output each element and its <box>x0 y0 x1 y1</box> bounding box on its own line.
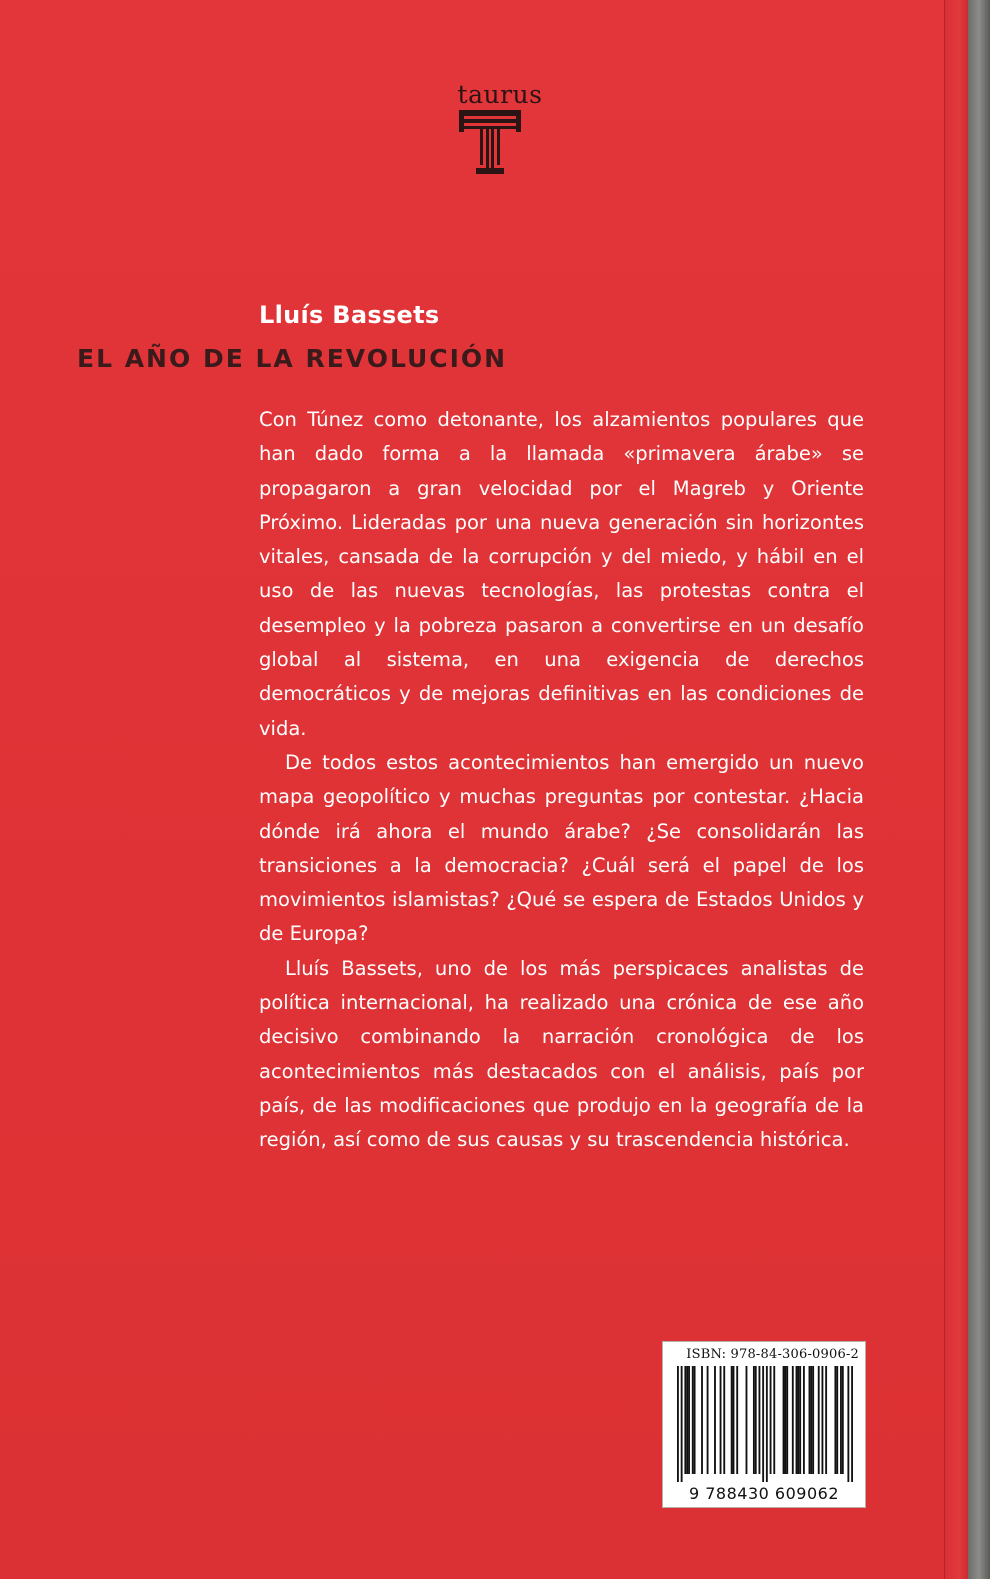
book-title: EL AÑO DE LA REVOLUCIÓN <box>77 344 508 373</box>
barcode-bar <box>786 1366 788 1474</box>
isbn-label: ISBN: 978-84-306-0906-2 <box>686 1347 859 1362</box>
barcode-bar <box>797 1366 799 1474</box>
barcode-bar <box>773 1366 775 1474</box>
barcode-bar <box>686 1366 688 1474</box>
barcode-bar <box>688 1366 690 1474</box>
barcode-bar <box>707 1366 709 1474</box>
publisher-name: taurus <box>457 80 543 109</box>
barcode-bar <box>753 1366 755 1474</box>
ean13-barcode-icon <box>677 1366 853 1482</box>
barcode-bar <box>759 1366 761 1474</box>
barcode-bar <box>842 1366 844 1474</box>
barcode-bar <box>847 1366 849 1482</box>
barcode-bar <box>840 1366 842 1474</box>
barcode-bar <box>796 1366 798 1474</box>
barcode-bar <box>834 1366 836 1474</box>
author-name: Lluís Bassets <box>259 301 440 329</box>
barcode-bar <box>803 1366 805 1474</box>
cover-fold-edge <box>944 0 969 1579</box>
barcode-bar <box>784 1366 786 1474</box>
barcode-bar <box>720 1366 722 1474</box>
barcode-bar <box>684 1366 686 1474</box>
barcode-bar <box>714 1366 716 1474</box>
barcode-bar <box>692 1366 694 1474</box>
barcode-bar <box>733 1366 735 1474</box>
barcode-bar <box>755 1366 757 1474</box>
barcode-bar <box>681 1366 683 1482</box>
barcode-bar <box>723 1366 725 1474</box>
barcode-bar <box>770 1366 772 1474</box>
barcode-digits: 9 788430 609062 <box>688 1484 839 1503</box>
barcode-bar <box>792 1366 794 1474</box>
barcode-bar <box>818 1366 820 1474</box>
barcode-bar <box>836 1366 838 1474</box>
barcode-bar <box>851 1366 853 1482</box>
barcode-bar <box>736 1366 738 1474</box>
synopsis <box>259 403 864 1158</box>
barcode-bar <box>810 1366 812 1474</box>
barcode-bar <box>677 1366 679 1482</box>
synopsis-paragraph: De todos estos acontecimientos han emergido un nuevo mapa geopolítico y muchas preguntas por contestar. ¿Hacia dónde irá ahora el mundo árabe? ¿Se consolidarán las transiciones a la democracia? ¿Cuál será el papel de los movimientos islamistas? ¿Qué se espera de Estados Unidos y de Europa? <box>259 750 864 946</box>
taurus-t-logo-icon <box>459 110 521 174</box>
barcode-bar <box>694 1366 696 1474</box>
barcode-bar <box>783 1366 785 1474</box>
barcode-panel <box>662 1341 866 1508</box>
barcode-bar <box>809 1366 811 1474</box>
barcode-bar <box>799 1366 801 1474</box>
barcode-bar <box>701 1366 703 1474</box>
page-block-edge <box>968 0 990 1579</box>
barcode-bar <box>825 1366 827 1474</box>
barcode-bar <box>822 1366 824 1474</box>
synopsis-paragraph: Con Túnez como detonante, los alzamientos populares que han dado forma a la llamada «primavera árabe» se propagaron a gran velocidad por el Magreb y Oriente Próximo. Lideradas por una nueva generación sin horizontes vitales, cansada de la corrupción y del miedo, y hábil en el uso de las nuevas tecnologías, las protestas contra el desempleo y la pobreza pasaron a convertirse en un desafío global al sistema, en una exigencia de derechos democráticos y de mejoras definitivas en las condiciones de vida. <box>259 408 864 740</box>
synopsis-paragraph: Lluís Bassets, uno de los más perspicaces analistas de política internacional, ha realizado una crónica de ese año decisivo combinando la narración cronológica de los acontecimientos más destacados con el análisis, país por país, de las modificaciones que produjo en la geografía de la región, así como de sus causas y su trascendencia histórica. <box>259 956 864 1152</box>
barcode-bar <box>731 1366 733 1474</box>
barcode-bar <box>812 1366 814 1474</box>
barcode-bar <box>766 1366 768 1482</box>
barcode-bar <box>762 1366 764 1482</box>
barcode-bar <box>746 1366 748 1474</box>
